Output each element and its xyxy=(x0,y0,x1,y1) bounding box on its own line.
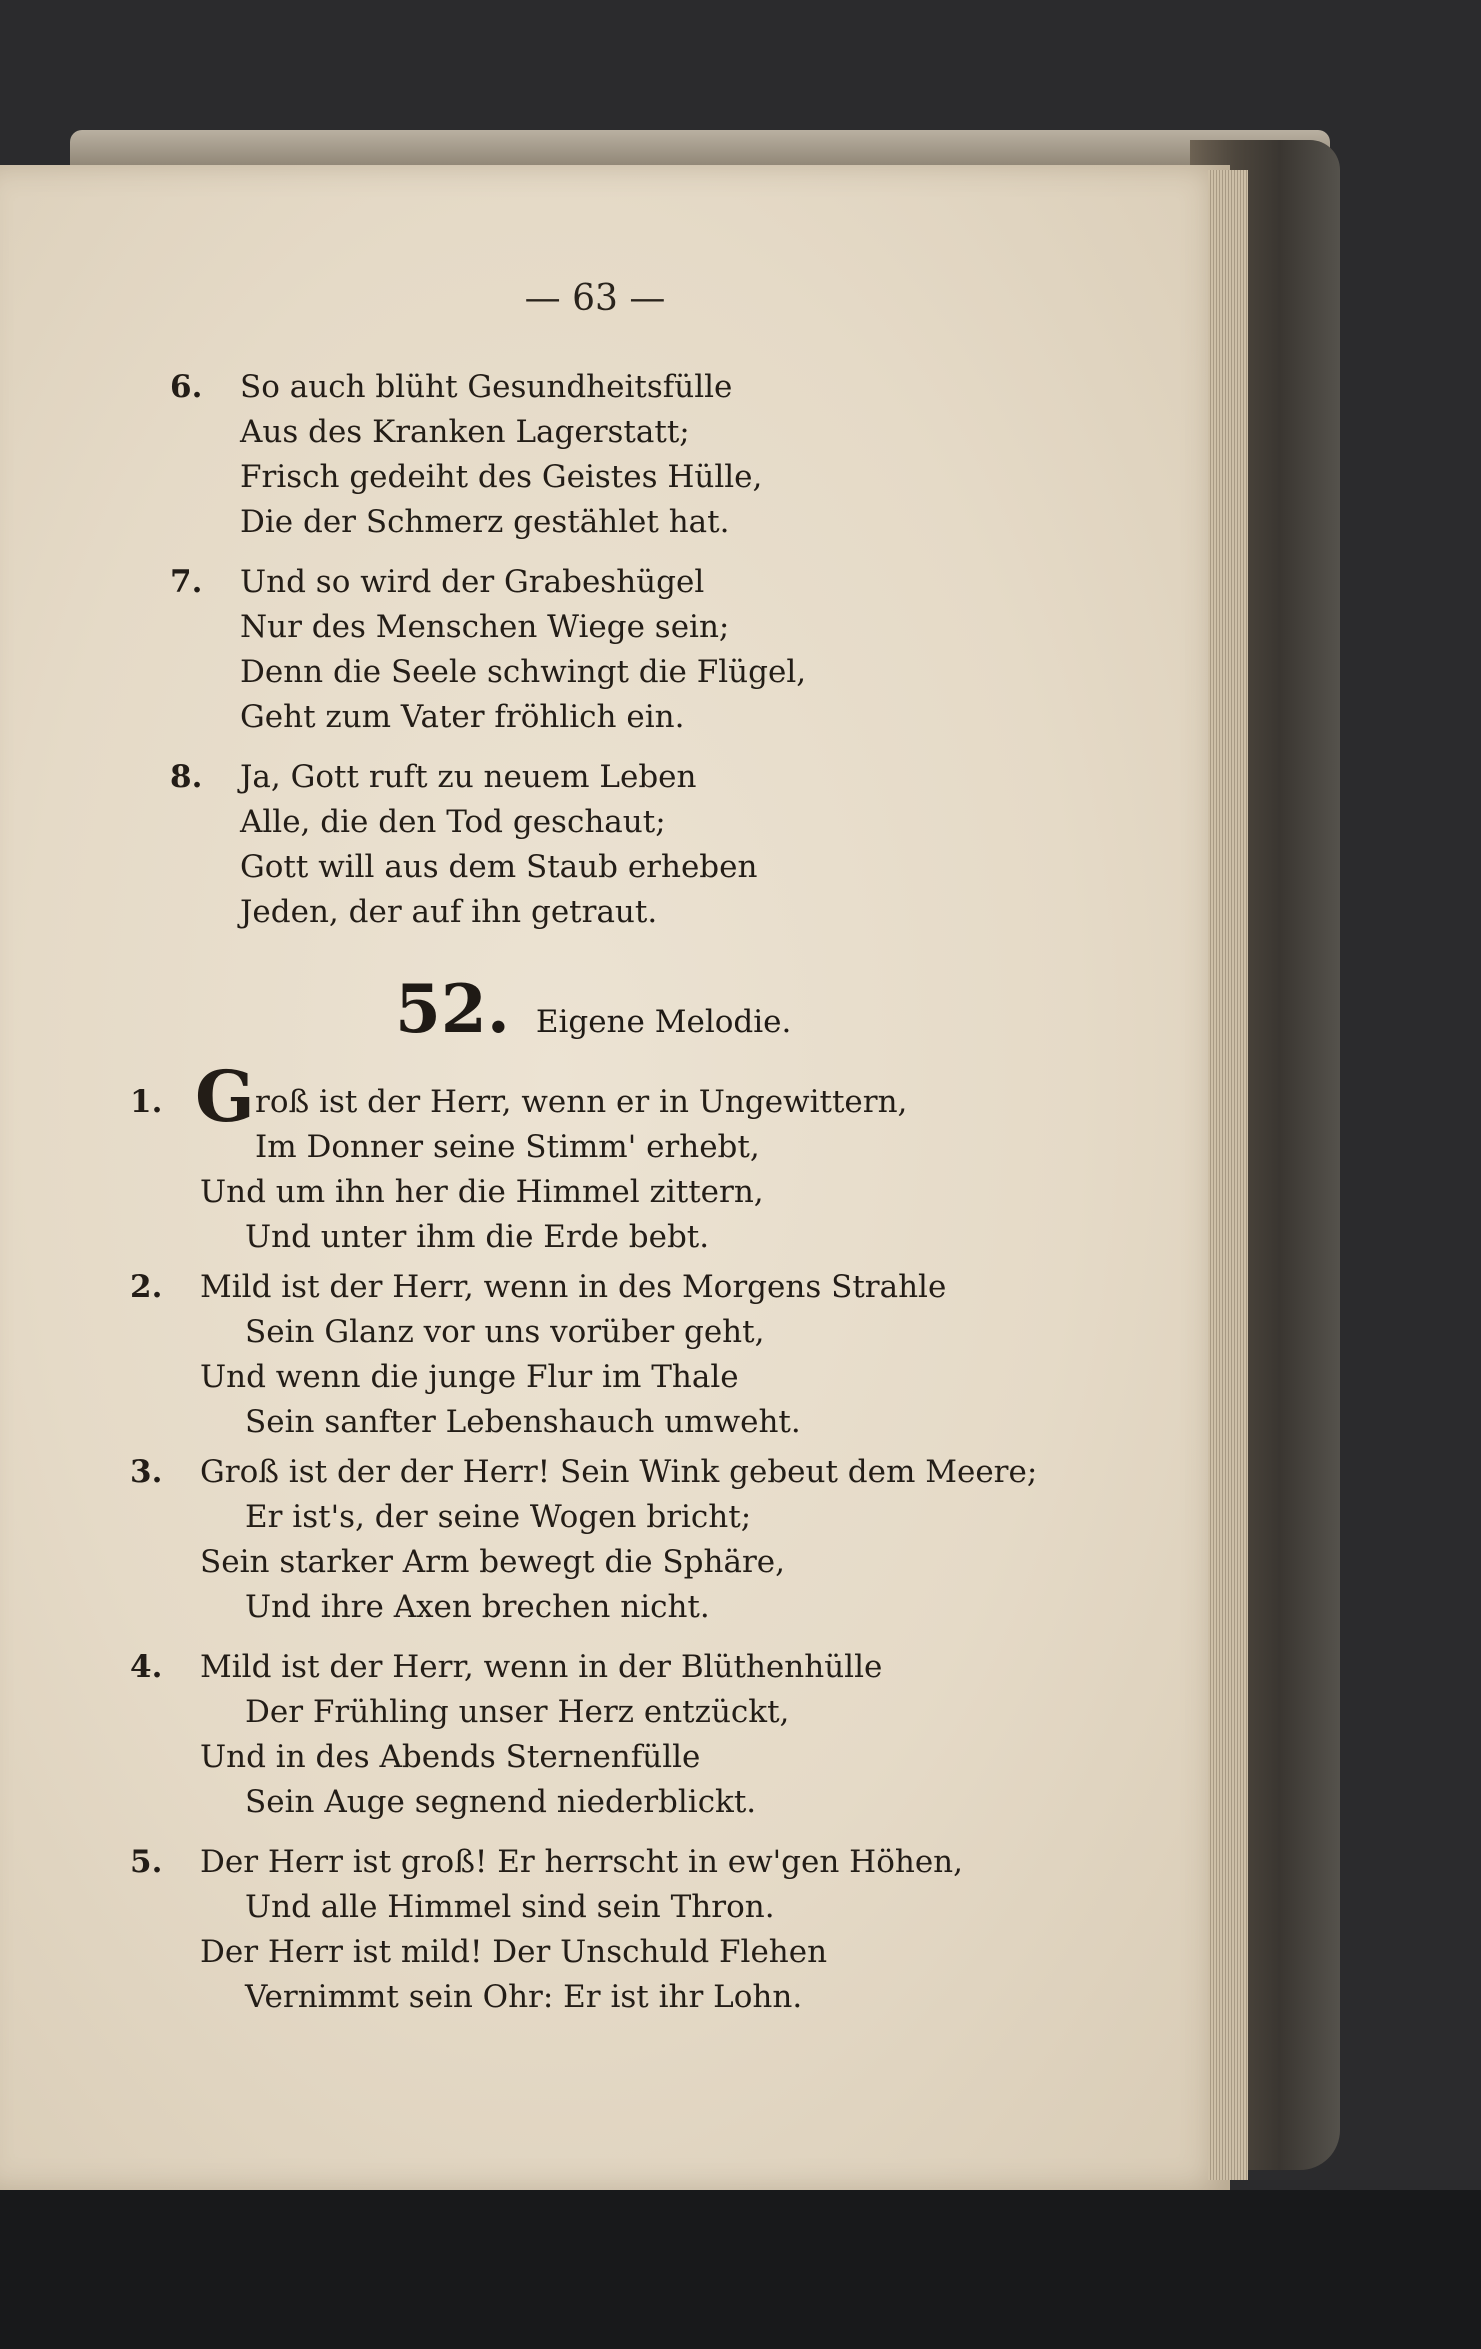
verse-line: Und wenn die junge Flur im Thale xyxy=(200,1359,739,1395)
verse-line: Vernimmt sein Ohr: Er ist ihr Lohn. xyxy=(245,1979,803,2015)
verse-line: Sein starker Arm bewegt die Sphäre, xyxy=(200,1544,785,1580)
verse-line: Groß ist der der Herr! Sein Wink gebeut dem Meere; xyxy=(200,1454,1038,1490)
hymn-verse-3 xyxy=(130,1450,1130,1640)
page-leaves xyxy=(1208,170,1248,2180)
hymn-verse-5 xyxy=(130,1840,1130,2030)
drop-cap: G xyxy=(195,1055,255,1138)
hymn-verse-4 xyxy=(130,1645,1130,1835)
verse-number: 5. xyxy=(130,1844,163,1880)
hymn-heading xyxy=(395,970,791,1048)
verse-line: Und alle Himmel sind sein Thron. xyxy=(245,1889,775,1925)
verse-number: 2. xyxy=(130,1269,163,1305)
verse-line: Und ihre Axen brechen nicht. xyxy=(245,1589,710,1625)
verse-line: Sein Auge segnend niederblickt. xyxy=(245,1784,757,1820)
verse-line: Denn die Seele schwingt die Flügel, xyxy=(240,654,807,690)
verse-number: 7. xyxy=(170,564,203,600)
verse-line: Und unter ihm die Erde bebt. xyxy=(245,1219,710,1255)
verse-line: Sein Glanz vor uns vorüber geht, xyxy=(245,1314,765,1350)
verse-line: So auch blüht Gesundheitsfülle xyxy=(240,369,733,405)
verse-number: 8. xyxy=(170,759,203,795)
page-number: — 63 — xyxy=(524,278,666,319)
verse-line: Sein sanfter Lebenshauch umweht. xyxy=(245,1404,801,1440)
verse-7 xyxy=(170,560,1070,750)
verse-line: Er ist's, der seine Wogen bricht; xyxy=(245,1499,752,1535)
verse-line: Der Herr ist mild! Der Unschuld Flehen xyxy=(200,1934,828,1970)
hymn-verse-2 xyxy=(130,1265,1130,1455)
verse-line: Im Donner seine Stimm' erhebt, xyxy=(255,1129,760,1165)
verse-line: Die der Schmerz gestählet hat. xyxy=(240,504,730,540)
verse-number: 6. xyxy=(170,369,203,405)
hymn-verse-1 xyxy=(130,1055,1130,1260)
verse-line: Ja, Gott ruft zu neuem Leben xyxy=(240,759,697,795)
verse-line: Alle, die den Tod geschaut; xyxy=(240,804,666,840)
verse-line: Und so wird der Grabeshügel xyxy=(240,564,705,600)
verse-line: Geht zum Vater fröhlich ein. xyxy=(240,699,685,735)
verse-line: Und in des Abends Sternenfülle xyxy=(200,1739,701,1775)
verse-line: Jeden, der auf ihn getraut. xyxy=(240,894,658,930)
verse-line: Frisch gedeiht des Geistes Hülle, xyxy=(240,459,763,495)
verse-line: Mild ist der Herr, wenn in der Blüthenhülle xyxy=(200,1649,883,1685)
hymn-melody: Eigene Melodie. xyxy=(535,1004,792,1040)
verse-number: 4. xyxy=(130,1649,163,1685)
verse-line: Und um ihn her die Himmel zittern, xyxy=(200,1174,764,1210)
verse-line: Aus des Kranken Lagerstatt; xyxy=(240,414,690,450)
verse-line: Nur des Menschen Wiege sein; xyxy=(240,609,730,645)
verse-line: Gott will aus dem Staub erheben xyxy=(240,849,758,885)
verse-8 xyxy=(170,755,1070,945)
verse-number: 1. xyxy=(130,1084,163,1120)
verse-6 xyxy=(170,365,1070,555)
verse-number: 3. xyxy=(130,1454,163,1490)
book-top-edge xyxy=(70,130,1330,170)
verse-line: Der Frühling unser Herz entzückt, xyxy=(245,1694,790,1730)
hymn-number: 52. xyxy=(395,970,510,1048)
verse-line: roß ist der Herr, wenn er in Ungewittern, xyxy=(255,1084,908,1120)
dark-background xyxy=(0,2190,1481,2349)
verse-line: Der Herr ist groß! Er herrscht in ew'gen Höhen, xyxy=(200,1844,963,1880)
verse-line: Mild ist der Herr, wenn in des Morgens Strahle xyxy=(200,1269,947,1305)
